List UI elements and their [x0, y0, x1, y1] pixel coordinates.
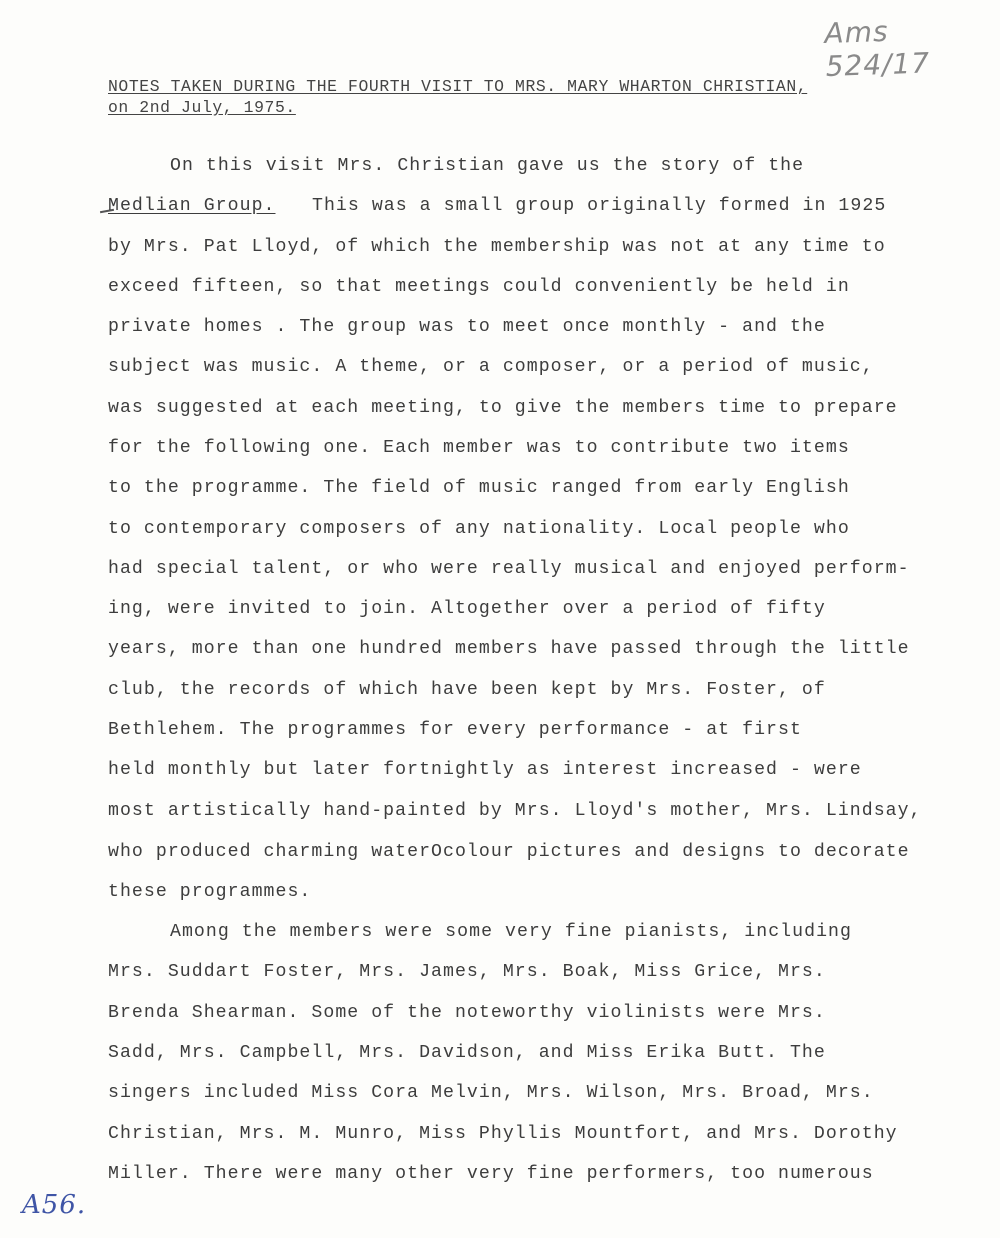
body-line: Bethlehem. The programmes for every performance - at first: [108, 720, 802, 740]
body-line: ing, were invited to join. Altogether over a period of fifty: [108, 599, 826, 619]
body-line: held monthly but later fortnightly as interest increased - were: [108, 760, 862, 780]
body-line: to the programme. The field of music ranged from early English: [108, 478, 850, 498]
body-line: club, the records of which have been kept by Mrs. Foster, of: [108, 680, 826, 700]
body-line: On this visit Mrs. Christian gave us the story of the: [170, 156, 805, 176]
body-line: Sadd, Mrs. Campbell, Mrs. Davidson, and Miss Erika Butt. The: [108, 1043, 826, 1063]
body-line: most artistically hand-painted by Mrs. Lloyd's mother, Mrs. Lindsay,: [108, 801, 922, 821]
body-line: by Mrs. Pat Lloyd, of which the membership was not at any time to: [108, 237, 886, 257]
body-line: these programmes.: [108, 882, 312, 902]
title-line-1: NOTES TAKEN DURING THE FOURTH VISIT TO MRS. MARY WHARTON CHRISTIAN,: [108, 77, 808, 96]
document-title: [108, 76, 928, 118]
body-line: to contemporary composers of any nationality. Local people who: [108, 519, 850, 539]
body-line: exceed fifteen, so that meetings could conveniently be held in: [108, 277, 850, 297]
body-line: Among the members were some very fine pianists, including: [170, 922, 852, 942]
folio-annotation: A56.: [22, 1190, 87, 1220]
body-line: had special talent, or who were really musical and enjoyed perform-: [108, 559, 910, 579]
body-line: Christian, Mrs. M. Munro, Miss Phyllis Mountfort, and Mrs. Dorothy: [108, 1124, 898, 1144]
title-line-2: on 2nd July, 1975.: [108, 98, 296, 117]
body-line: Miller. There were many other very fine performers, too numerous: [108, 1164, 874, 1184]
body-line: who produced charming waterOcolour pictures and designs to decorate: [108, 842, 910, 862]
body-line: Mrs. Suddart Foster, Mrs. James, Mrs. Boak, Miss Grice, Mrs.: [108, 962, 826, 982]
body-line: singers included Miss Cora Melvin, Mrs. Wilson, Mrs. Broad, Mrs.: [108, 1083, 874, 1103]
body-line-underlined-group-name: Medlian Group.: [108, 196, 276, 216]
body-line: Brenda Shearman. Some of the noteworthy violinists were Mrs.: [108, 1003, 826, 1023]
body-line: years, more than one hundred members have passed through the little: [108, 639, 910, 659]
reference-annotation: Ams 524/17: [823, 14, 931, 84]
body-line: was suggested at each meeting, to give the members time to prepare: [108, 398, 898, 418]
body-line: This was a small group originally formed in 1925: [312, 196, 887, 216]
body-line: private homes . The group was to meet once monthly - and the: [108, 317, 826, 337]
body-line: subject was music. A theme, or a composer, or a period of music,: [108, 357, 874, 377]
body-line: for the following one. Each member was to contribute two items: [108, 438, 850, 458]
